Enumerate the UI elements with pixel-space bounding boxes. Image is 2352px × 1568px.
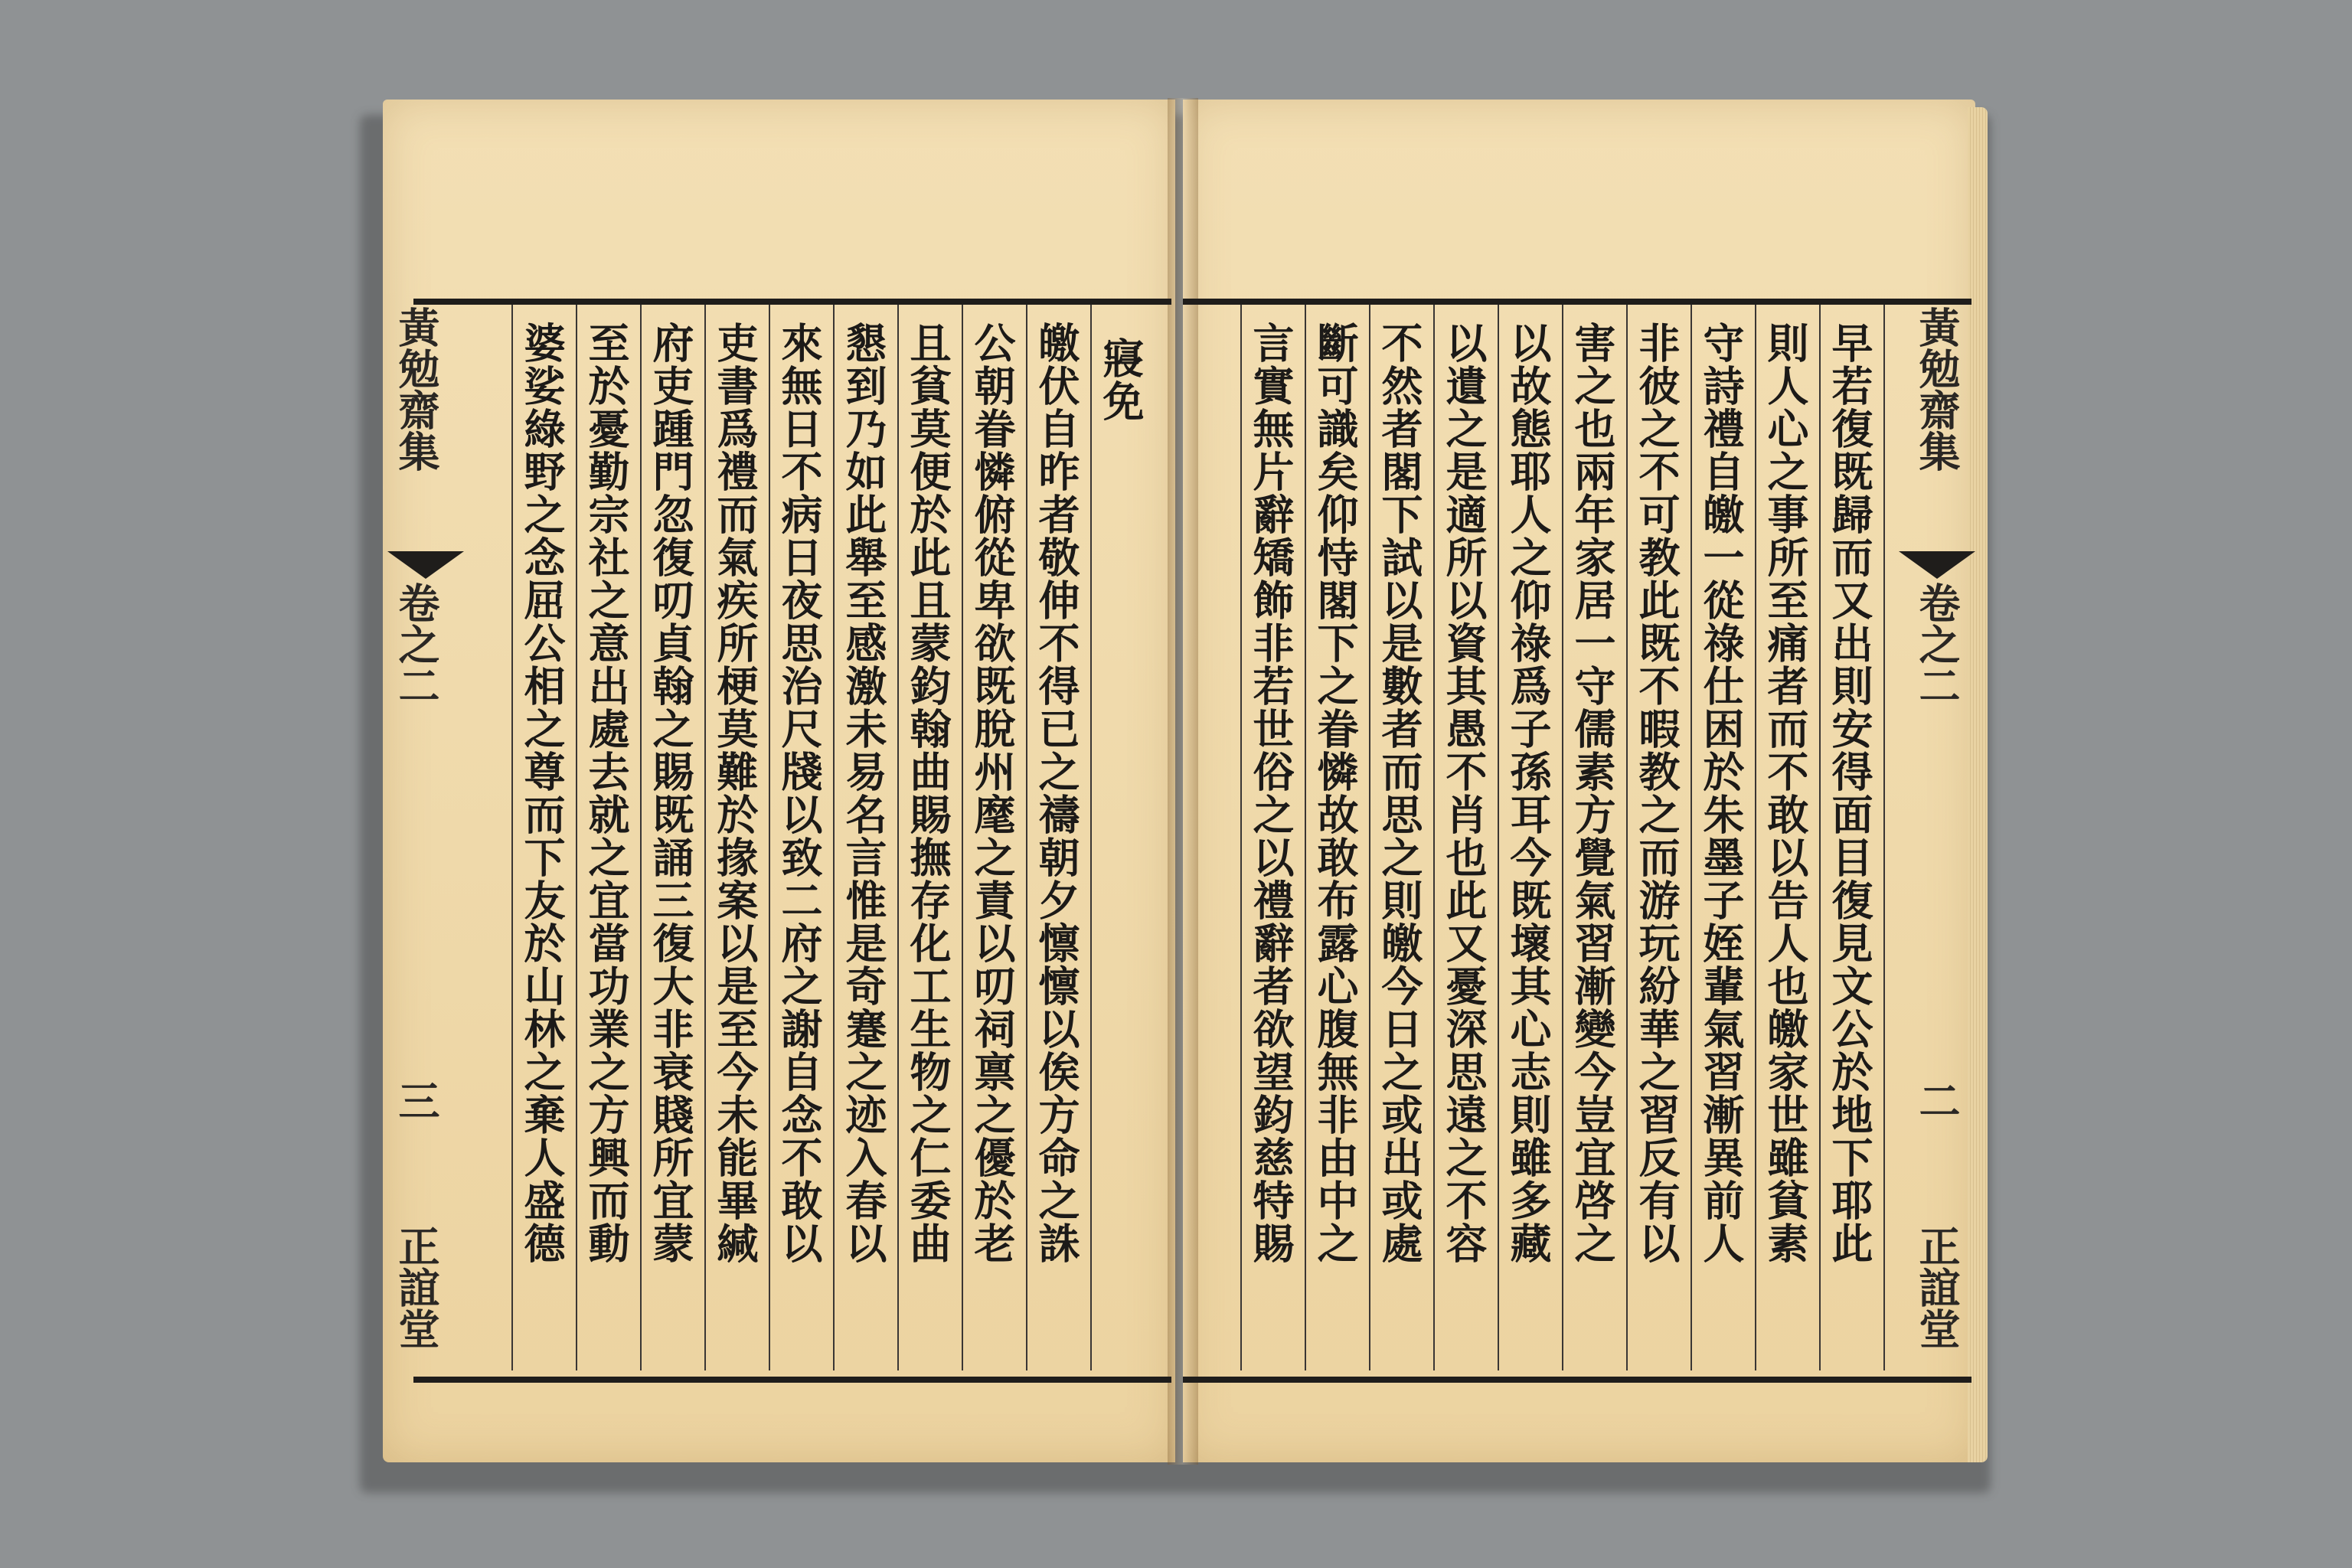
left-page-number: 三: [392, 1080, 441, 1121]
column-rule: [704, 305, 706, 1370]
text-column: 懇到乃如此舉至感激未易名言惟是奇蹇之迹入春以: [839, 322, 888, 1265]
left-margin-title: 黃勉齋集: [392, 306, 441, 472]
text-column: 府吏踵門忽復叨貞翰之賜既誦三復大非衰賤所宜蒙: [646, 322, 695, 1265]
text-column: 至於憂勤宗社之意出處去就之宜當功業之方興而動: [582, 322, 631, 1265]
column-rule: [1498, 305, 1499, 1370]
column-rule: [1690, 305, 1692, 1370]
column-rule: [1755, 305, 1756, 1370]
text-column: 以故態耶人之仰祿爲子孫耳今既壞其心志則雖多藏: [1504, 322, 1553, 1265]
right-margin-title: 黃勉齋集: [1913, 306, 1962, 472]
text-column: 吏書爲禮而氣疾所梗莫難於掾案以是至今未能畢緘: [710, 322, 760, 1265]
right-fish-tail-ornament: [1899, 551, 1975, 579]
column-rule: [962, 305, 963, 1370]
text-column: 守詩禮自皦一從祿仕困於朱墨子姪輩氣習漸異前人: [1697, 322, 1746, 1265]
right-publisher: 正誼堂: [1913, 1225, 1962, 1349]
column-rule: [640, 305, 642, 1370]
column-rule: [1883, 305, 1885, 1370]
text-column: 早若復既歸而又出則安得面目復見文公於地下耶此: [1825, 322, 1874, 1265]
text-column: 寢免: [1096, 337, 1145, 423]
left-chapter-label: 卷之二: [392, 582, 441, 706]
column-rule: [1562, 305, 1563, 1370]
text-column: 非彼之不可教此既不暇教之而游玩紛華之習反有以: [1632, 322, 1681, 1265]
column-rule: [769, 305, 770, 1370]
column-rule: [576, 305, 577, 1370]
text-column: 斷可識矣仰恃閣下之眷憐故敢布露心腹無非由中之: [1311, 322, 1360, 1265]
column-rule: [833, 305, 835, 1370]
text-column: 來無日不病日夜思治尺牋以致二府之謝自念不敢以: [775, 322, 824, 1265]
column-rule: [1369, 305, 1370, 1370]
column-rule: [1090, 305, 1092, 1370]
text-column: 公朝眷憐俯從卑欲既脫州麾之責以叨祠禀之優於老: [968, 322, 1017, 1265]
text-column: 以遺之是適所以資其愚不肖也此又憂深思遠之不容: [1439, 322, 1488, 1265]
column-rule: [1305, 305, 1306, 1370]
text-column: 且貧莫便於此且蒙鈞翰曲賜撫存化工生物之仁委曲: [903, 322, 952, 1265]
column-rule: [1026, 305, 1027, 1370]
left-publisher: 正誼堂: [392, 1225, 441, 1349]
column-rule: [1626, 305, 1628, 1370]
text-column: 皦伏自昨者敬伸不得已之禱朝夕懔懔以俟方命之誅: [1032, 322, 1081, 1265]
text-column: 言實無片辭矯飾非若世俗之以禮辭者欲望鈞慈特賜: [1246, 322, 1295, 1265]
column-rule: [897, 305, 899, 1370]
right-chapter-label: 卷之二: [1913, 582, 1962, 706]
text-column: 不然者閣下試以是數者而思之則皦今日之或出或處: [1375, 322, 1424, 1265]
column-rule: [1240, 305, 1242, 1370]
text-column: 婆娑綠野之念屈公相之尊而下友於山林之棄人盛德: [518, 322, 567, 1265]
text-column: 害之也兩年家居一守儒素方覺氣習漸變今豈宜啓之: [1568, 322, 1617, 1265]
text-column: 則人心之事所至痛者而不敢以告人也皦家世雖貧素: [1761, 322, 1810, 1265]
column-rule: [511, 305, 513, 1370]
left-fish-tail-ornament: [387, 551, 464, 579]
column-rule: [1433, 305, 1435, 1370]
right-page-number: 二: [1913, 1080, 1962, 1121]
column-rule: [1819, 305, 1821, 1370]
